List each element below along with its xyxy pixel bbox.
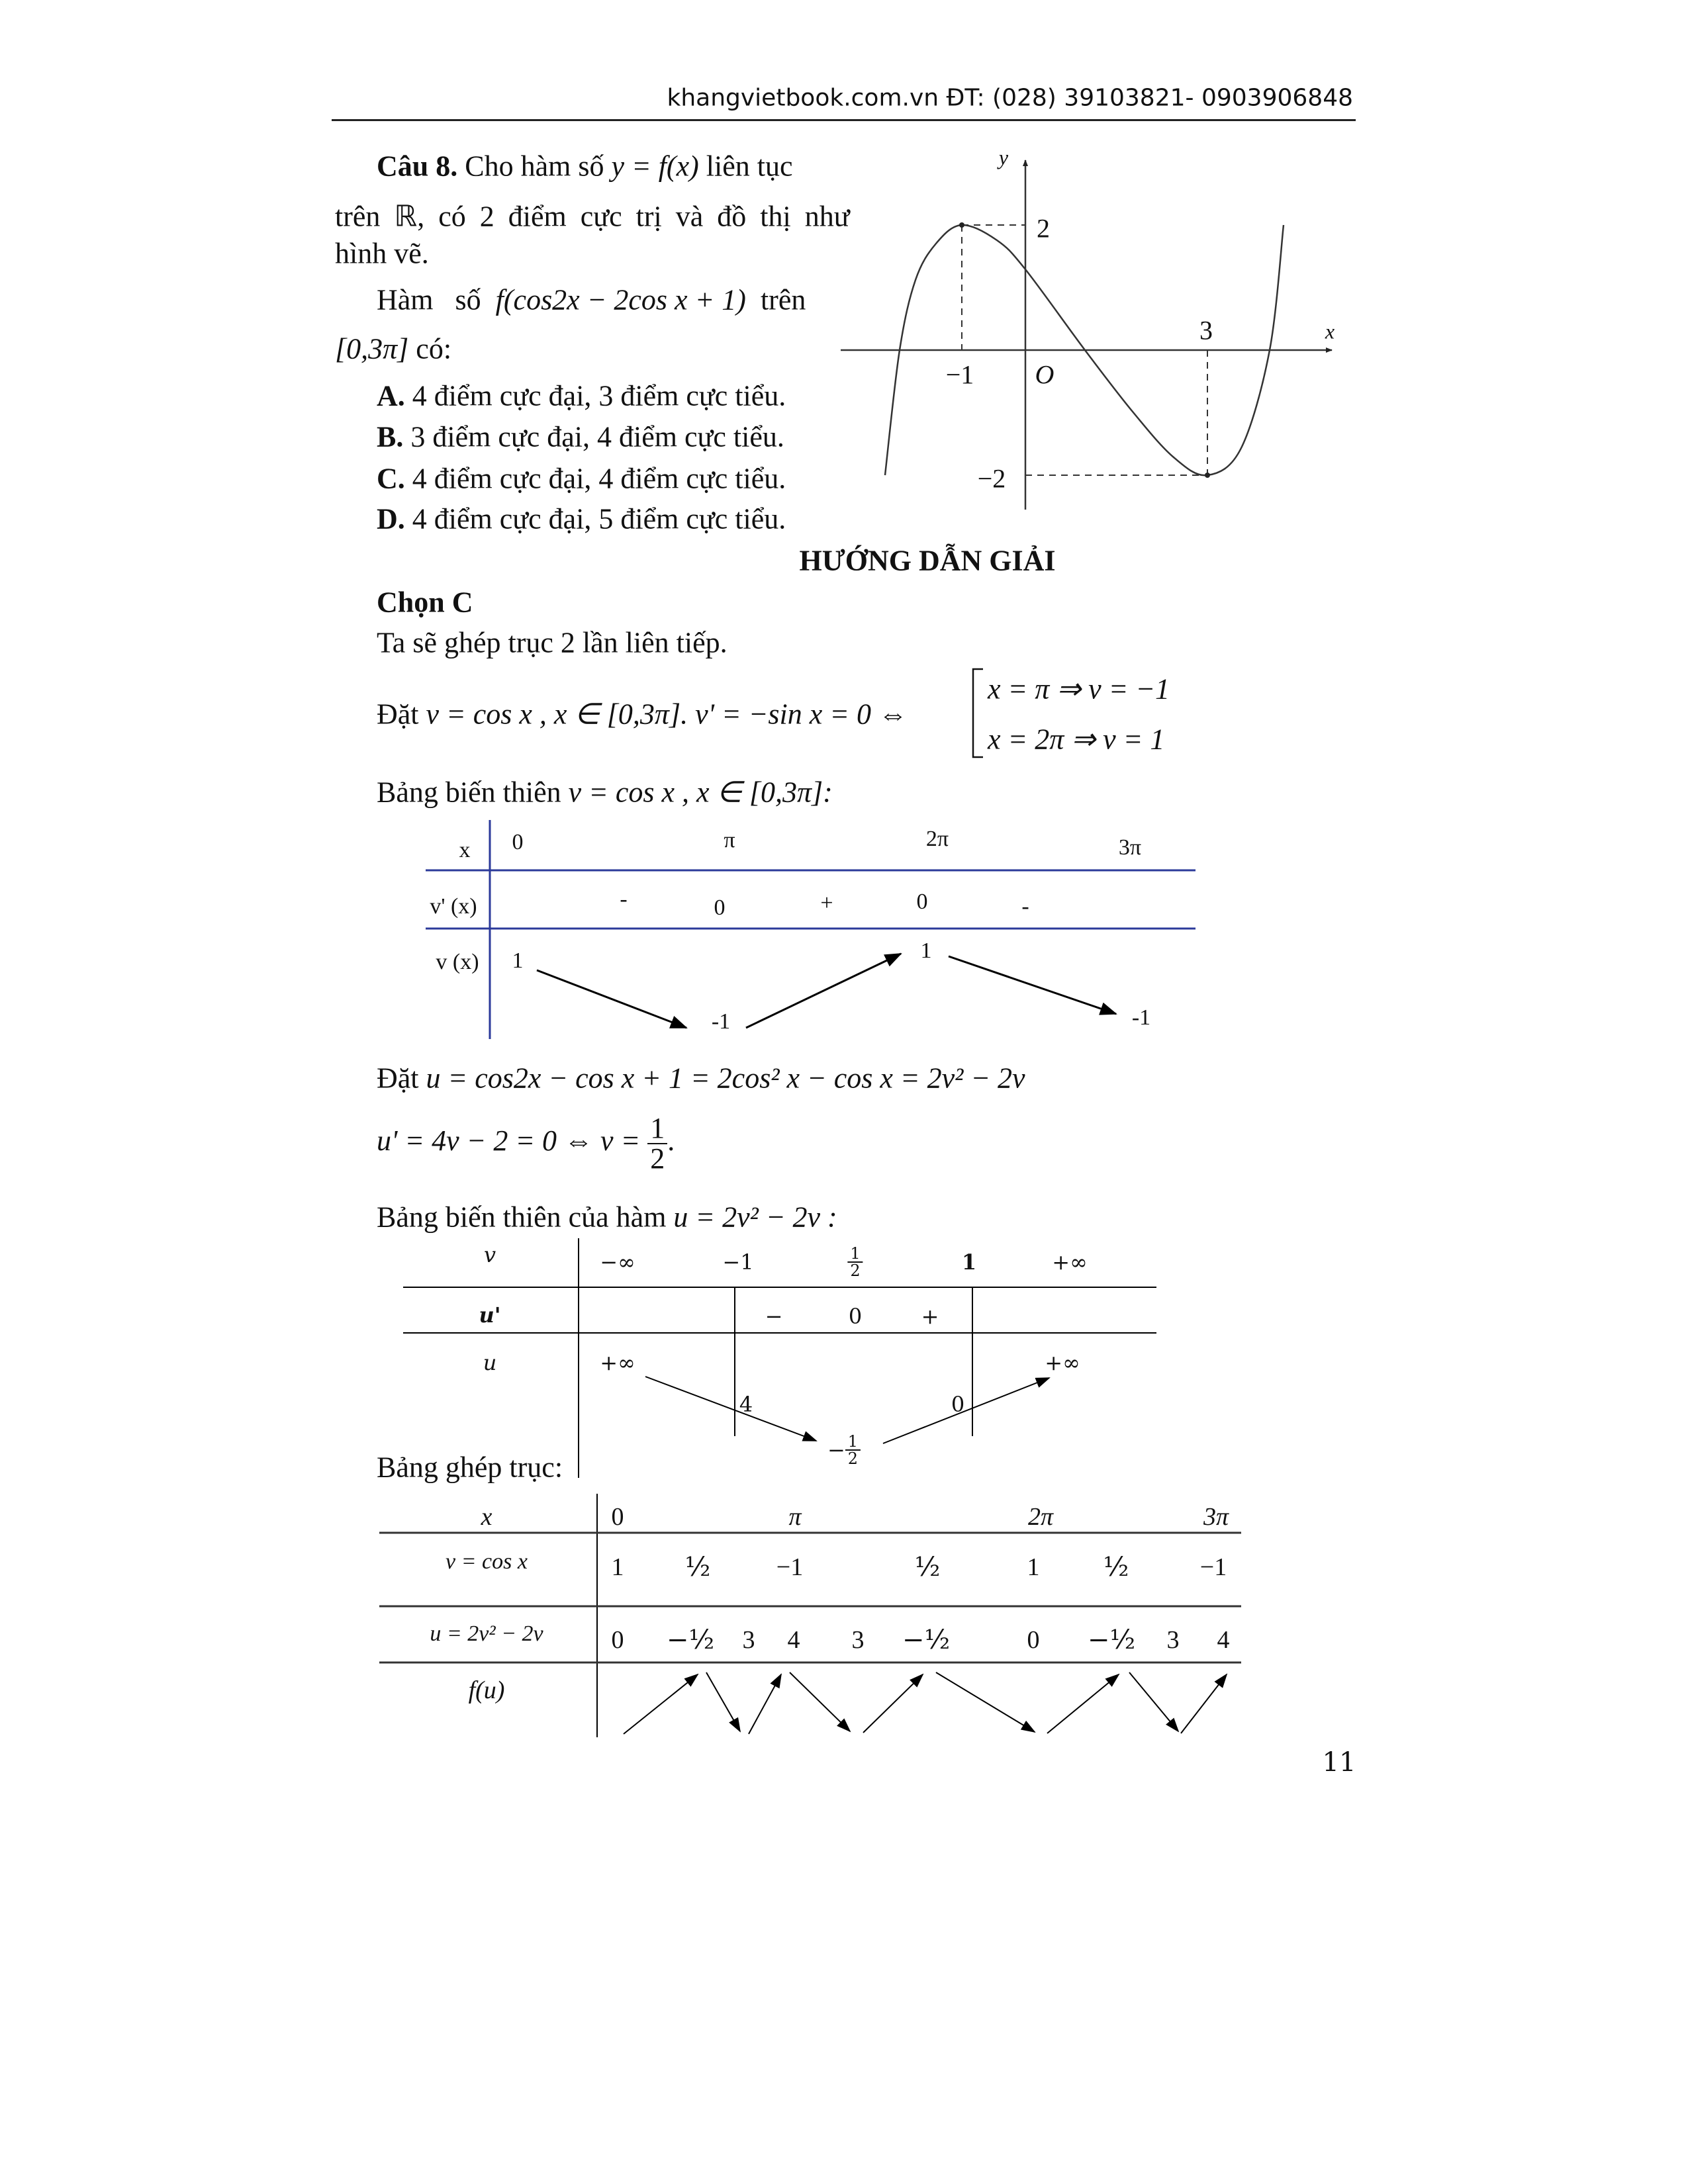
math: u = 2v² − 2v : xyxy=(673,1201,837,1234)
case-1: x = π ⇒ v = −1 xyxy=(988,672,1170,705)
table2-v: −1 xyxy=(722,1250,754,1275)
option-key: D. xyxy=(377,502,405,535)
table3-u-neg-half: −½ xyxy=(666,1625,715,1655)
table2-title xyxy=(377,1201,837,1234)
table1-x: 3π xyxy=(1118,835,1142,860)
table2-v: +∞ xyxy=(1052,1250,1088,1275)
arrow-decrease xyxy=(790,1672,850,1731)
set-v-line xyxy=(377,698,908,731)
arrow-increase xyxy=(863,1674,923,1733)
question-line-3: hình vẽ. xyxy=(335,237,429,270)
max-point xyxy=(959,222,964,228)
x-axis-label: x xyxy=(1325,319,1335,343)
table1-sign: + xyxy=(820,891,833,915)
table2-label-uprime: u' xyxy=(479,1302,501,1328)
arrow-decrease xyxy=(949,956,1116,1014)
table1-x: π xyxy=(724,828,735,852)
table3-label-u: u = 2v² − 2v xyxy=(430,1621,543,1646)
numerator: 1 xyxy=(845,1433,861,1451)
table1-sign: 0 xyxy=(714,895,726,920)
table2-label-v: v xyxy=(483,1242,496,1267)
header-contact: khangvietbook.com.vn ĐT: (028) 39103821- 0903906848 xyxy=(667,84,1353,112)
arrow-decrease xyxy=(706,1672,740,1731)
fraction xyxy=(647,1114,667,1173)
y-tick-2: 2 xyxy=(1037,213,1050,244)
question-line-2: trên ℝ, có 2 điểm cực trị và đồ thị như xyxy=(335,200,850,233)
table2-u: 4 xyxy=(739,1392,753,1417)
table2-v: −∞ xyxy=(600,1250,635,1275)
denominator: 2 xyxy=(650,1142,665,1175)
table3-u: 4 xyxy=(1217,1626,1230,1654)
table1-v: 1 xyxy=(512,948,524,973)
answer-choice: Chọn C xyxy=(377,586,473,619)
text: Hàm số xyxy=(377,283,496,316)
denominator: 2 xyxy=(850,1261,861,1280)
table3-x: 3π xyxy=(1203,1503,1229,1531)
arrow-decrease xyxy=(936,1672,1035,1732)
table2-v: 1 xyxy=(961,1250,977,1275)
table3-v: −1 xyxy=(776,1553,804,1581)
page-number: 11 xyxy=(1322,1747,1356,1778)
table3-label-x: x xyxy=(481,1503,492,1531)
table3-u: 3 xyxy=(742,1626,755,1654)
table1-v: 1 xyxy=(920,938,932,963)
arrow-decrease xyxy=(1129,1672,1178,1731)
option-key: B. xyxy=(377,420,404,453)
math: [0,3π] xyxy=(335,332,409,365)
math: u' = 4v − 2 = 0 ⇔ v = xyxy=(377,1124,648,1158)
arrow-increase xyxy=(746,954,901,1028)
arrow-decrease xyxy=(537,970,686,1028)
set-u-line xyxy=(377,1062,1025,1095)
table2-v-half xyxy=(847,1246,863,1279)
table1-title xyxy=(377,776,833,809)
text: có: xyxy=(408,332,452,365)
table2-sign: + xyxy=(921,1304,939,1329)
numerator: 1 xyxy=(647,1114,667,1144)
table1-x: 0 xyxy=(512,830,524,854)
math: v = cos x , x ∈ [0,3π]: xyxy=(568,776,833,809)
table3-x: π xyxy=(788,1503,802,1531)
option-key: C. xyxy=(377,462,405,495)
text: Đặt xyxy=(377,698,426,731)
x-tick-3: 3 xyxy=(1199,315,1213,345)
math: y = f(x) xyxy=(611,150,699,183)
case-bracket xyxy=(973,669,983,757)
text: Bảng biến thiên của hàm xyxy=(377,1201,674,1234)
y-tick-neg2: −2 xyxy=(977,463,1006,494)
arrow-increase xyxy=(1047,1674,1119,1733)
text: Cho hàm số xyxy=(457,150,612,183)
table3-u: 3 xyxy=(1166,1626,1180,1654)
table1-sign: - xyxy=(620,887,628,911)
table2-u-min xyxy=(827,1433,861,1467)
table2-sign: 0 xyxy=(848,1304,863,1329)
arrow-increase xyxy=(1181,1674,1227,1733)
arrow-increase xyxy=(624,1674,698,1734)
table3-v: 1 xyxy=(611,1553,624,1581)
table3-v: −1 xyxy=(1199,1553,1227,1581)
option-text: 3 điểm cực đại, 4 điểm cực tiểu. xyxy=(403,420,784,453)
table3-u: 3 xyxy=(851,1626,865,1654)
text: trên xyxy=(745,283,806,316)
x-tick-neg1: −1 xyxy=(945,359,974,390)
math: f(cos2x − 2cos x + 1) xyxy=(495,283,746,316)
solution-title: HƯỚNG DẪN GIẢI xyxy=(799,544,1056,577)
text: liên tục xyxy=(698,150,793,183)
table3-x: 0 xyxy=(611,1503,624,1531)
option-text: 4 điểm cực đại, 4 điểm cực tiểu. xyxy=(404,462,786,495)
u-derivative-line xyxy=(377,1114,675,1173)
table3-title: Bảng ghép trục: xyxy=(377,1451,563,1484)
table3-x: 2π xyxy=(1027,1503,1054,1531)
table3-u-neg-half: −½ xyxy=(1087,1625,1136,1655)
table3-label-fu: f(u) xyxy=(468,1676,505,1704)
min-point xyxy=(1205,473,1210,478)
numerator: 1 xyxy=(847,1246,863,1263)
fraction xyxy=(845,1433,861,1467)
math: v = cos x , x ∈ [0,3π]. v' = −sin x = 0 ⇔ xyxy=(426,698,908,731)
table1-x: 2π xyxy=(925,827,949,851)
table3-v: 1 xyxy=(1027,1553,1040,1581)
question-label: Câu 8. xyxy=(377,150,458,183)
table1-v: -1 xyxy=(711,1009,731,1034)
table3-u: 4 xyxy=(787,1626,800,1654)
table1-label-x: x xyxy=(459,838,471,862)
math: u = cos2x − cos x + 1 = 2cos² x − cos x = 2v² − 2v xyxy=(426,1062,1025,1095)
text: . xyxy=(667,1124,675,1158)
origin-label: O xyxy=(1035,359,1055,390)
table2-sign: − xyxy=(765,1304,783,1329)
table2-u: 0 xyxy=(951,1392,965,1417)
table3-u: 0 xyxy=(1027,1626,1040,1654)
minus: − xyxy=(827,1437,845,1463)
table2-u: +∞ xyxy=(1045,1350,1080,1375)
table3-v-half: ½ xyxy=(914,1552,941,1582)
case-2: x = 2π ⇒ v = 1 xyxy=(988,723,1165,756)
table1-sign: 0 xyxy=(916,889,928,914)
text: Đặt xyxy=(377,1062,426,1095)
table1-v: -1 xyxy=(1131,1005,1151,1030)
table3-v-half: ½ xyxy=(684,1552,711,1582)
table3-v-half: ½ xyxy=(1103,1552,1129,1582)
arrow-increase xyxy=(749,1674,781,1734)
table2-u: +∞ xyxy=(600,1350,635,1375)
table3-u: 0 xyxy=(611,1626,624,1654)
arrow-decrease xyxy=(645,1377,816,1441)
table2-label-u: u xyxy=(483,1350,497,1375)
table3-label-v: v = cos x xyxy=(445,1549,528,1574)
text: Bảng biến thiên xyxy=(377,776,569,809)
option-text: 4 điểm cực đại, 3 điểm cực tiểu. xyxy=(404,379,786,412)
option-key: A. xyxy=(377,379,405,412)
option-text: 4 điểm cực đại, 5 điểm cực tiểu. xyxy=(404,502,786,535)
arrow-increase xyxy=(883,1378,1049,1443)
table3-u-neg-half: −½ xyxy=(902,1625,951,1655)
solution-intro: Ta sẽ ghép trục 2 lần liên tiếp. xyxy=(377,626,727,659)
table1-sign: - xyxy=(1021,894,1029,919)
fu-arrows xyxy=(624,1672,1227,1734)
table1-label-vprime: v' (x) xyxy=(430,894,477,919)
table1-label-v: v (x) xyxy=(436,950,479,974)
denominator: 2 xyxy=(847,1449,859,1468)
y-axis-label: y xyxy=(998,145,1009,169)
